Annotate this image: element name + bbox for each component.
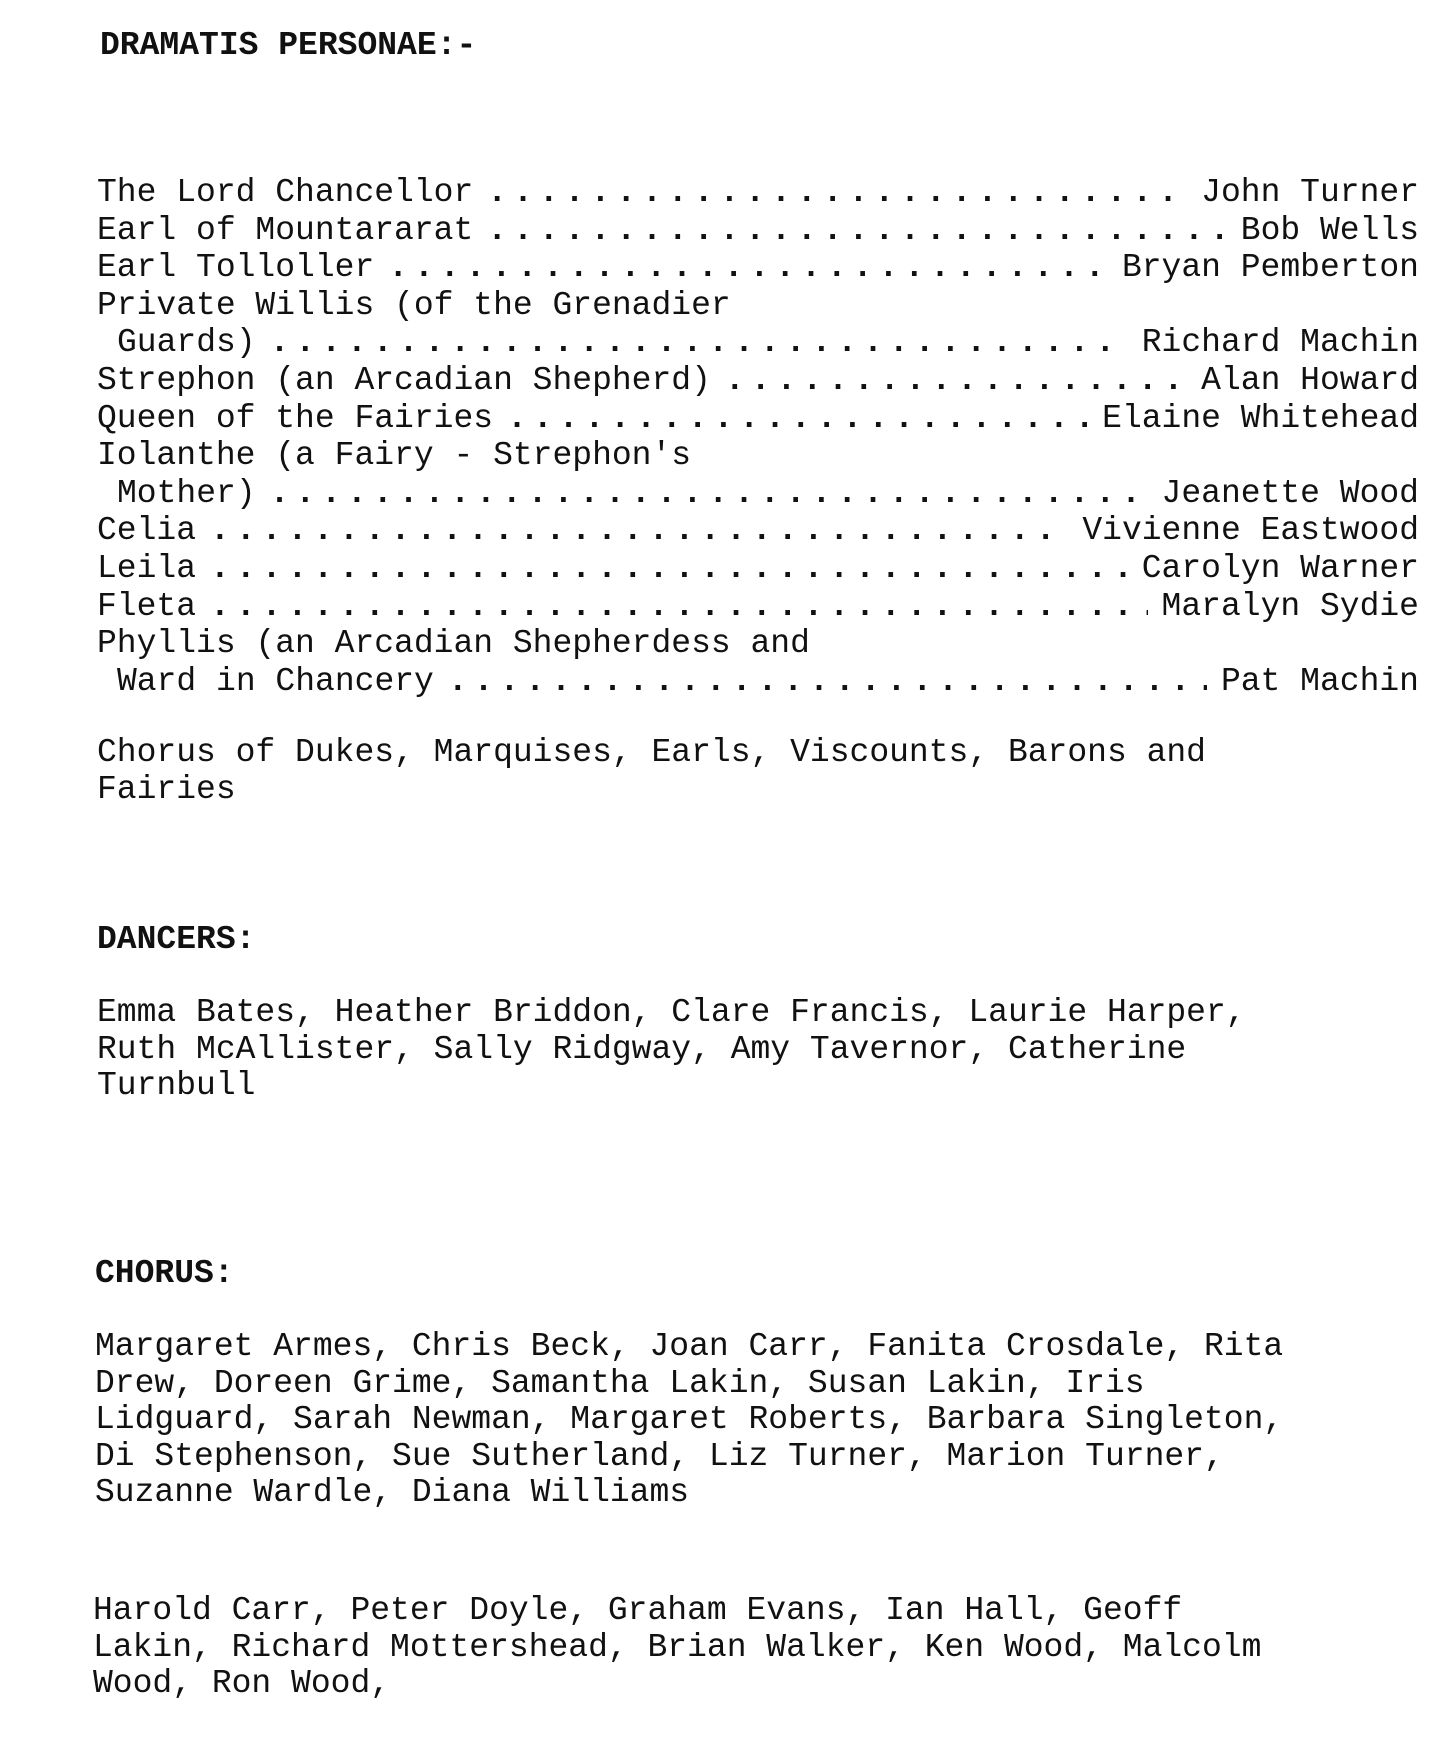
- role-name-line1: Iolanthe (a Fairy - Strephon's: [97, 437, 692, 475]
- cast-row: [97, 475, 1419, 513]
- cast-row: [97, 588, 1419, 626]
- cast-row-first-line: [97, 437, 1419, 475]
- leader-dots: [210, 512, 1068, 550]
- role-name-line1: Phyllis (an Arcadian Shepherdess and: [97, 625, 810, 663]
- chorus-ladies-list: Margaret Armes, Chris Beck, Joan Carr, Fanita Crosdale, Rita Drew, Doreen Grime, Samantha Lakin, Susan Lakin, Iris Lidguard, Sarah Newman, Margaret Roberts, Barbara Singleton, Di Stephenson, Sue Sutherland, Liz Turner, Marion Turner, Suzanne Wardle, Diana Williams: [95, 1328, 1284, 1511]
- chorus-description: Chorus of Dukes, Marquises, Earls, Viscounts, Barons and Fairies: [97, 734, 1206, 808]
- cast-row-first-line: [97, 287, 1419, 325]
- actor-name: Bryan Pemberton: [1121, 249, 1419, 287]
- cast-row: [97, 362, 1419, 400]
- chorus-gentlemen-list: Harold Carr, Peter Doyle, Graham Evans, Ian Hall, Geoff Lakin, Richard Mottershead, Brian Walker, Ken Wood, Malcolm Wood, Ron Wood,: [93, 1592, 1262, 1702]
- leader-dots: [487, 212, 1227, 250]
- actor-name: Jeanette Wood: [1161, 474, 1419, 512]
- role-name: Guards): [117, 324, 256, 362]
- role-name: Fleta: [97, 587, 197, 625]
- role-name: Earl of Mountararat: [97, 211, 474, 249]
- role-name: Strephon (an Arcadian Shepherd): [97, 361, 711, 399]
- leader-dots: [725, 362, 1187, 400]
- actor-name: John Turner: [1201, 174, 1419, 211]
- actor-name: Maralyn Sydie: [1161, 587, 1419, 625]
- role-name: Celia: [97, 512, 197, 550]
- cast-row: [97, 249, 1419, 287]
- dramatis-personae-heading: DRAMATIS PERSONAE:-: [100, 27, 477, 64]
- actor-name: Alan Howard: [1201, 361, 1419, 399]
- dancers-list: Emma Bates, Heather Briddon, Clare Francis, Laurie Harper, Ruth McAllister, Sally Ridgway, Amy Tavernor, Catherine Turnbull: [97, 994, 1246, 1104]
- role-name-line1: Private Willis (of the Grenadier: [97, 286, 731, 324]
- actor-name: Bob Wells: [1240, 211, 1419, 249]
- role-name: Leila: [97, 549, 197, 587]
- chorus-heading: CHORUS:: [95, 1255, 234, 1292]
- cast-list: [97, 174, 1419, 700]
- leader-dots: [507, 400, 1088, 438]
- role-name: Mother): [117, 474, 256, 512]
- cast-row: [97, 512, 1419, 550]
- leader-dots: [270, 475, 1148, 513]
- role-name: Earl Tolloller: [97, 249, 375, 287]
- leader-dots: [487, 174, 1187, 212]
- leader-dots: [210, 588, 1148, 626]
- cast-row: [97, 174, 1419, 212]
- cast-row: [97, 550, 1419, 588]
- cast-row: [97, 324, 1419, 362]
- leader-dots: [388, 249, 1108, 287]
- role-name: Queen of the Fairies: [97, 399, 494, 437]
- leader-dots: [270, 324, 1128, 362]
- leader-dots: [448, 663, 1207, 701]
- role-name: The Lord Chancellor: [97, 174, 474, 211]
- actor-name: Elaine Whitehead: [1102, 399, 1419, 437]
- cast-row: [97, 400, 1419, 438]
- actor-name: Vivienne Eastwood: [1082, 512, 1419, 550]
- cast-row: [97, 212, 1419, 250]
- cast-row-first-line: [97, 625, 1419, 663]
- role-name: Ward in Chancery: [117, 662, 434, 700]
- dancers-heading: DANCERS:: [97, 921, 256, 958]
- leader-dots: [210, 550, 1128, 588]
- actor-name: Carolyn Warner: [1141, 549, 1419, 587]
- actor-name: Richard Machin: [1141, 324, 1419, 362]
- actor-name: Pat Machin: [1220, 662, 1419, 700]
- cast-row: [97, 663, 1419, 701]
